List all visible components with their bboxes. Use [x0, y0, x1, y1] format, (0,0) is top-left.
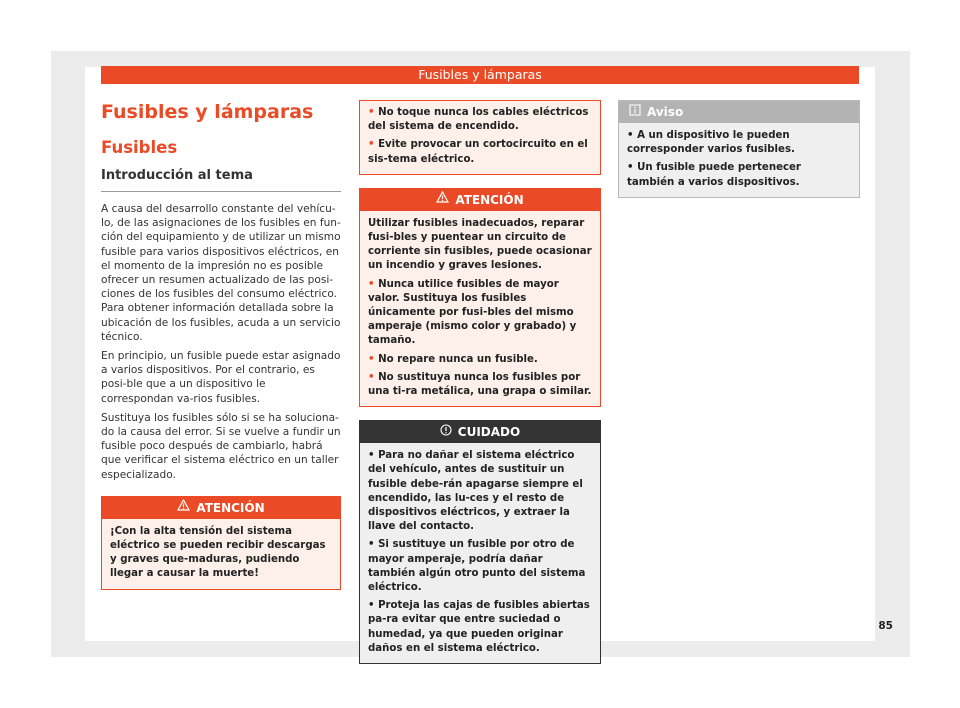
body-paragraph: Sustituya los fusibles sólo si se ha soluciona-do la causa del error. Si se vuelve a fundir un fusible poco después de cambiarlo, habrá que verificar el sistema eléctrico en un taller especializado. [101, 411, 341, 481]
bullet: • [368, 450, 375, 462]
running-header: Fusibles y lámparas [101, 66, 859, 84]
note-box [618, 100, 860, 198]
bullet: • [627, 130, 634, 141]
caution-box [359, 420, 601, 664]
list-item: • Proteja las cajas de fusibles abiertas pa-ra evitar que entre suciedad o humedad, ya que pueden originar daños en el sistema eléctrico. [368, 600, 590, 654]
bullet: • [368, 139, 375, 151]
list-item: • No repare nunca un fusible. [368, 353, 538, 365]
warning-box [101, 496, 341, 590]
warning-triangle-icon [436, 188, 449, 210]
warning-box-title: ATENCIÓN [455, 192, 524, 207]
note-box-title: Aviso [647, 105, 684, 119]
body-paragraph: A causa del desarrollo constante del vehícu-lo, de las asignaciones de los fusibles en fun-ción del equipamiento y de utilizar un mismo fusible para varios dispositivos eléctricos, en el momento de la impresión no es posible ofrecer un resumen actualizado de las posi-ciones de los fusibles del consumo eléctrico. Para obtener información detallada sobre la ubicación de los fusibles, acuda a un servicio técnico. [101, 203, 341, 343]
bullet: • [368, 539, 375, 551]
warning-triangle-icon [177, 496, 190, 518]
section-title: Fusibles [101, 138, 178, 157]
bullet: • [368, 278, 375, 290]
caution-circle-icon [440, 421, 452, 443]
note-box-header [619, 101, 859, 123]
info-square-icon [629, 101, 641, 123]
list-item: • Si sustituye un fusible por otro de mayor amperaje, podría dañar también algún otro punto del sistema eléctrico. [368, 539, 586, 594]
list-item: • Nunca utilice fusibles de mayor valor. Sustituya los fusibles únicamente por fusi-bles del mismo amperaje (mismo color y grabado) y tamaño. [368, 278, 577, 347]
list-item: • Un fusible puede pertenecer también a varios dispositivos. [627, 162, 801, 188]
warning-box-title: ATENCIÓN [196, 500, 265, 515]
warning-text: ¡Con la alta tensión del sistema eléctrico se pueden recibir descargas y graves que-maduras, pudiendo llegar a causar la muerte! [110, 525, 326, 580]
bullet: • [368, 107, 375, 118]
chapter-title: Fusibles y lámparas [101, 101, 314, 123]
list-item: • Evite provocar un cortocircuito en el sis-tema eléctrico. [368, 139, 588, 165]
column-left [101, 100, 341, 590]
column-middle [359, 100, 601, 664]
list-item: • Para no dañar el sistema eléctrico del vehículo, antes de sustituir un fusible debe-rán apagarse siempre el encendido, las lu-ces y el resto de dispositivos eléctricos, y extraer la llave del contacto. [368, 450, 583, 533]
list-item: • A un dispositivo le pueden corresponder varios fusibles. [627, 130, 795, 156]
body-paragraph: En principio, un fusible puede estar asignado a varios dispositivos. Por el contrario, es posi-ble que a un dispositivo le correspondan va-rios fusibles. [101, 350, 341, 405]
bullet: • [368, 371, 375, 383]
list-item: • No sustituya nunca los fusibles por una ti-ra metálica, una grapa o similar. [368, 371, 592, 398]
bullet: • [627, 162, 634, 174]
warning-box-header [102, 497, 340, 519]
warning-box [359, 188, 601, 407]
warning-box-header [360, 189, 600, 211]
bullet: • [368, 353, 375, 365]
warning-box-continued [359, 100, 601, 175]
caution-box-header [360, 421, 600, 443]
subsection-title: Introducción al tema [101, 167, 341, 192]
column-right [618, 100, 860, 198]
warning-intro: Utilizar fusibles inadecuados, reparar fusi-bles y puentear un circuito de corriente sin fusibles, puede ocasionar un incendio y graves lesiones. [368, 217, 592, 272]
list-item: • No toque nunca los cables eléctricos del sistema de encendido. [368, 107, 589, 133]
caution-box-title: CUIDADO [457, 425, 521, 440]
bullet: • [368, 600, 375, 612]
page-number: 85 [878, 620, 893, 632]
